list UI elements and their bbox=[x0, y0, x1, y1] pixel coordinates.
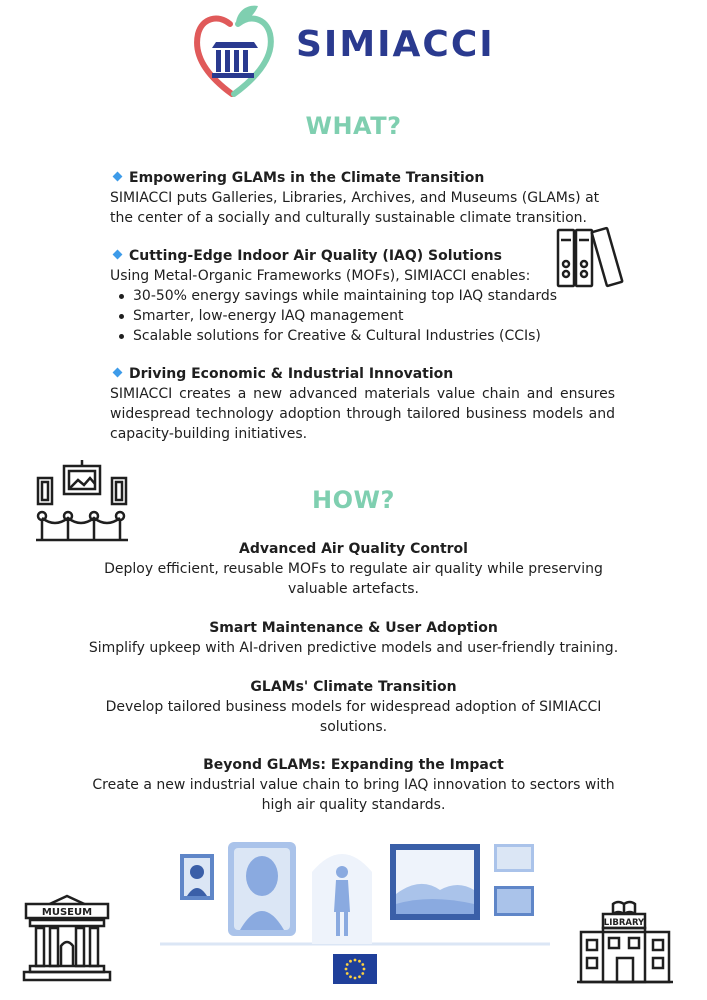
how-item-heading: Smart Maintenance & User Adoption bbox=[209, 620, 498, 636]
what-bullet-list bbox=[110, 286, 558, 346]
how-item-heading: GLAMs' Climate Transition bbox=[250, 679, 457, 695]
eu-flag-icon bbox=[333, 954, 377, 984]
how-title: HOW? bbox=[312, 486, 395, 514]
what-block-3-heading: Driving Economic & Industrial Innovation bbox=[110, 364, 615, 384]
diamond-bullet-icon bbox=[113, 250, 123, 260]
gallery-illustration bbox=[160, 832, 550, 952]
museum-label: MUSEUM bbox=[41, 907, 93, 918]
list-item: 30-50% energy savings while maintaining top IAQ standards bbox=[133, 288, 558, 304]
what-block-2 bbox=[110, 246, 558, 346]
how-item-text: high air quality standards. bbox=[261, 797, 446, 813]
museum-icon bbox=[22, 892, 112, 984]
what-title: WHAT? bbox=[305, 112, 402, 140]
how-item-2 bbox=[0, 618, 707, 658]
library-label: LIBRARY bbox=[603, 918, 645, 928]
list-item: Scalable solutions for Creative & Cultural Industries (CCIs) bbox=[133, 326, 550, 346]
how-item-heading: Advanced Air Quality Control bbox=[239, 541, 468, 557]
diamond-bullet-icon bbox=[113, 368, 123, 378]
how-item-text: Simplify upkeep with AI-driven predictive models and user-friendly training. bbox=[88, 640, 619, 656]
list-item: Smarter, low-energy IAQ management bbox=[133, 306, 550, 326]
simiacci-logo bbox=[192, 2, 278, 100]
diamond-bullet-icon bbox=[113, 172, 123, 182]
what-block-3 bbox=[110, 364, 615, 444]
what-block-2-text: Using Metal-Organic Frameworks (MOFs), SIMIACCI enables: bbox=[110, 268, 531, 284]
how-item-4 bbox=[0, 755, 707, 815]
how-item-text: valuable artefacts. bbox=[288, 581, 419, 597]
how-item-text: Deploy efficient, reusable MOFs to regulate air quality while preserving bbox=[104, 561, 603, 577]
how-item-1 bbox=[0, 539, 707, 599]
what-block-3-text: SIMIACCI creates a new advanced materials value chain and ensures widespread technology adoption through tailored business models and capacity-building initiatives. bbox=[110, 386, 615, 442]
how-item-3 bbox=[0, 677, 707, 737]
what-block-1 bbox=[110, 168, 615, 228]
what-block-1-heading: Empowering GLAMs in the Climate Transition bbox=[110, 168, 615, 188]
how-item-text: Create a new industrial value chain to bring IAQ innovation to sectors with bbox=[92, 777, 615, 793]
library-icon bbox=[577, 894, 673, 986]
how-item-text: Develop tailored business models for widespread adoption of SIMIACCI bbox=[105, 699, 602, 715]
binders-icon bbox=[555, 226, 627, 290]
what-block-2-heading: Cutting-Edge Indoor Air Quality (IAQ) Solutions bbox=[110, 246, 550, 266]
what-block-1-text: SIMIACCI puts Galleries, Libraries, Archives, and Museums (GLAMs) at the center of a socially and culturally sustainable climate transition. bbox=[110, 190, 600, 226]
brand-name: SIMIACCI bbox=[296, 24, 495, 65]
how-item-text: solutions. bbox=[319, 719, 388, 735]
how-item-heading: Beyond GLAMs: Expanding the Impact bbox=[203, 757, 504, 773]
